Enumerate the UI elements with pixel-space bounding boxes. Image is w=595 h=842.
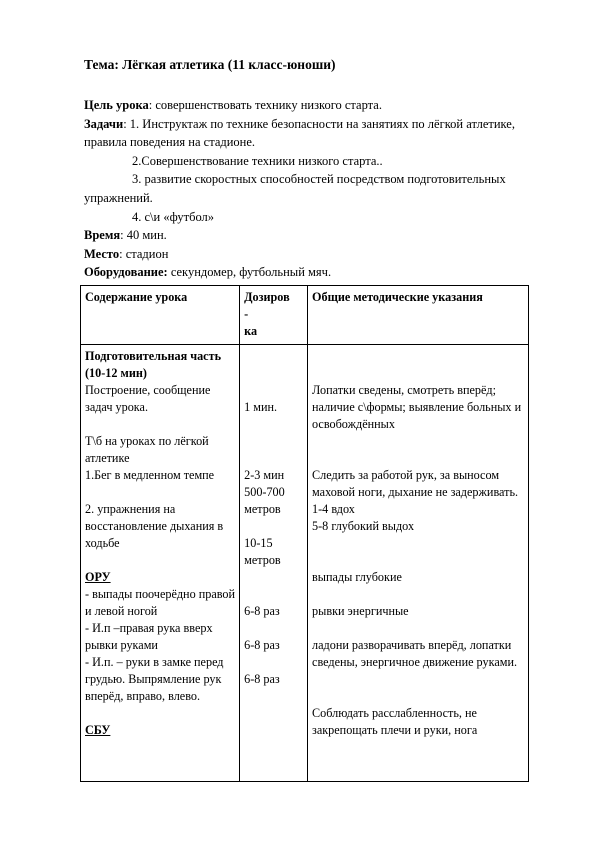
dosage-7: 6-8 раз	[244, 672, 280, 686]
dosage-3: 500-700 метров	[244, 485, 285, 516]
guideline-3b: 5-8 глубокий выдох	[312, 519, 415, 533]
task3-line	[84, 170, 544, 207]
time-text: : 40 мин.	[120, 228, 167, 243]
place-line	[84, 245, 544, 264]
lesson-table	[80, 285, 529, 782]
spacer	[312, 586, 524, 603]
spacer	[244, 450, 303, 467]
breath-text: 2. упражнения на восстановление дыхания в ходьбе	[85, 502, 224, 550]
header-guidelines: Общие методические указания	[308, 286, 529, 345]
dosage-1: 1 мин.	[244, 400, 278, 414]
spacer	[244, 433, 303, 450]
equipment-text: секундомер, футбольный мяч.	[167, 265, 332, 280]
spacer	[244, 569, 303, 586]
place-text: : стадион	[119, 246, 169, 261]
run-text: 1.Бег в медленном темпе	[85, 468, 215, 482]
spacer	[312, 688, 524, 705]
spacer	[312, 552, 524, 569]
spacer	[244, 654, 303, 671]
task1-text: : 1. Инструктаж по технике безопасности на занятиях по лёгкой атлетике, правила поведения на стадионе.	[84, 116, 515, 150]
spacer	[244, 586, 303, 603]
tb-text: Т\б на уроках по лёгкой атлетике	[85, 434, 209, 465]
goal-text: : совершенствовать технику низкого старта.	[148, 98, 382, 112]
page-title: Тема: Лёгкая атлетика (11 класс-юноши)	[84, 57, 336, 72]
spacer	[244, 620, 303, 637]
prep-part-title: Подготовительная часть (10-12 мин)	[85, 349, 222, 380]
dosage-4: 10-15 метров	[244, 536, 281, 567]
header-content: Содержание урока	[81, 286, 240, 345]
dosage-5: 6-8 раз	[244, 604, 280, 618]
oru-heading: ОРУ	[85, 570, 111, 584]
spacer	[312, 365, 524, 382]
equipment-line	[84, 263, 544, 282]
table-row	[81, 345, 529, 782]
goal-label: Цель урока	[84, 98, 149, 112]
time-label: Время	[84, 228, 121, 243]
guideline-3a: 1-4 вдох	[312, 502, 355, 516]
goal-line	[84, 96, 544, 115]
spacer	[85, 484, 235, 501]
spacer	[312, 433, 524, 450]
spacer	[312, 535, 524, 552]
header-dosage: Дозиров - ка	[240, 286, 308, 345]
guideline-1: Лопатки сведены, смотреть вперёд; наличие с\формы; выявление больных и освобождённых	[312, 383, 522, 431]
lesson-header	[84, 96, 544, 282]
task4-line: 4. с\и «футбол»	[132, 209, 215, 224]
spacer	[312, 348, 524, 365]
jerks-text: - И.п –правая рука вверх рывки руками	[85, 621, 213, 652]
guidelines-cell	[308, 345, 529, 782]
spacer	[244, 348, 303, 365]
guideline-2: Следить за работой рук, за выносом маховой ноги, дыхание не задерживать.	[312, 468, 519, 499]
spacer	[312, 450, 524, 467]
spacer	[244, 382, 303, 399]
equipment-label: Оборудование:	[84, 265, 168, 280]
task3-text: 3. развитие скоростных способностей посредством подготовительных упражнений.	[84, 172, 506, 205]
lunges-text: - выпады поочерёдно правой и левой ногой	[85, 587, 236, 618]
spacer	[85, 705, 235, 722]
spacer	[244, 365, 303, 382]
build-text: Построение, сообщение задач урока.	[85, 383, 211, 414]
time-line	[84, 226, 544, 245]
content-cell	[81, 345, 240, 782]
sbu-heading: СБУ	[85, 723, 111, 737]
task2-line: 2.Совершенствование техники низкого старта..	[132, 153, 383, 168]
task1-line	[84, 115, 544, 152]
spacer	[85, 416, 235, 433]
spacer	[244, 416, 303, 433]
lock-text: - И.п. – руки в замке перед грудью. Выпрямление рук вперёд, вправо, влево.	[85, 655, 224, 703]
spacer	[244, 518, 303, 535]
guideline-5: рывки энергичные	[312, 604, 409, 618]
dosage-cell	[240, 345, 308, 782]
table-header-row	[81, 286, 529, 345]
spacer	[312, 671, 524, 688]
dosage-6: 6-8 раз	[244, 638, 280, 652]
dosage-2: 2-3 мин	[244, 468, 285, 482]
spacer	[85, 552, 235, 569]
tasks-label: Задачи	[84, 116, 124, 131]
spacer	[312, 620, 524, 637]
guideline-7: Соблюдать расслабленность, не закрепощать плечи и руки, нога	[312, 706, 478, 737]
place-label: Место	[84, 246, 120, 261]
guideline-6: ладони разворачивать вперёд, лопатки сведены, энергичное движение руками.	[312, 638, 518, 669]
guideline-4: выпады глубокие	[312, 570, 402, 584]
